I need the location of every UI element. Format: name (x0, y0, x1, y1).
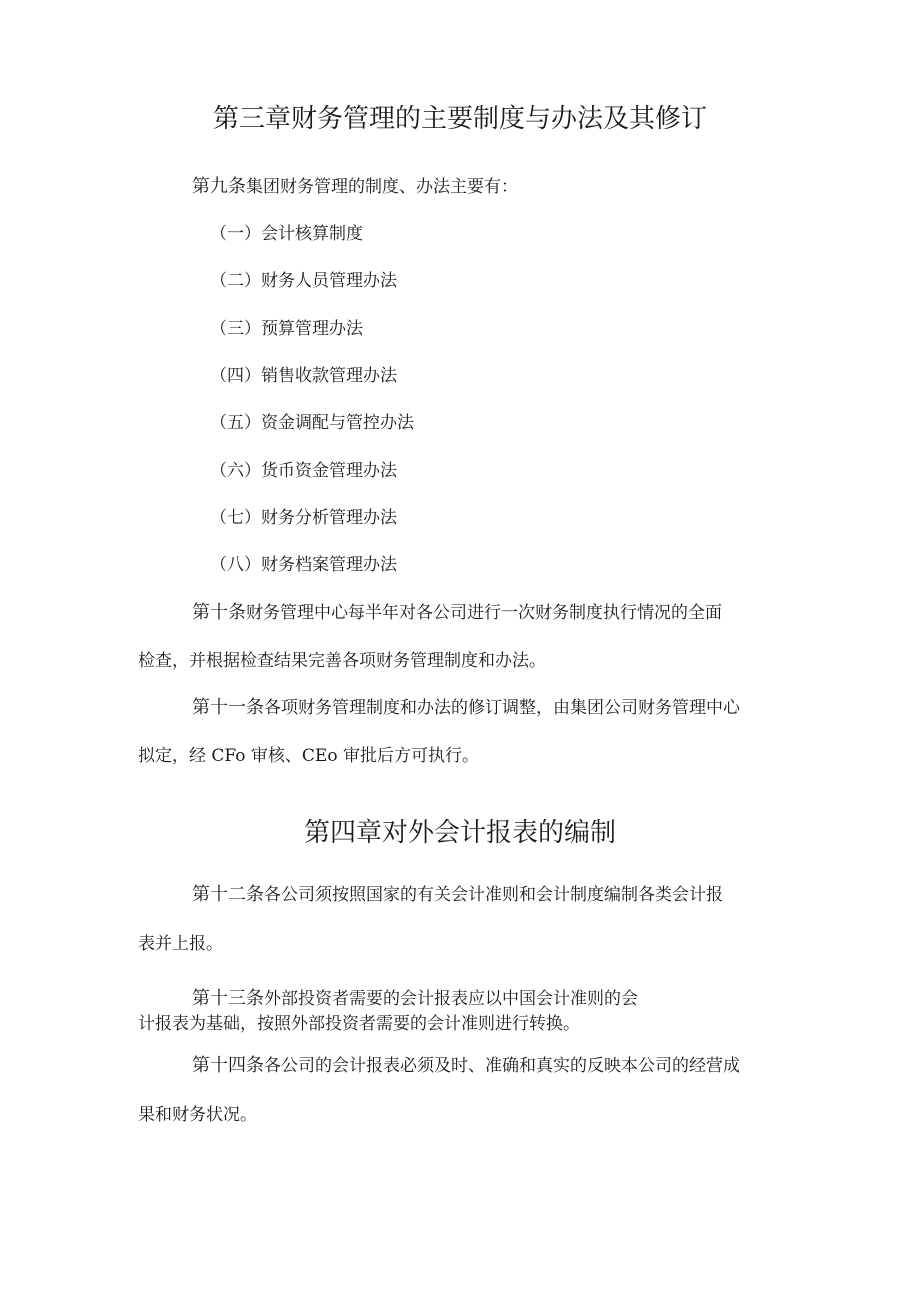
article-12-lead: 第十二条 (192, 884, 264, 905)
article-10-line-2: 检查，并根据检查结果完善各项财务管理制度和办法。 (138, 651, 546, 671)
article-11-text-1: 各项财务管理制度和办法的修订调整，由集团公司财务管理中心 (264, 698, 740, 718)
article-11-line-2: 拟定，经 CFo 审核、CEo 审批后方可执行。 (138, 746, 479, 766)
list-item: （一）会计核算制度 (210, 224, 363, 244)
article-11-line-1 (192, 693, 740, 719)
article-12-text-1: 各公司须按照国家的有关会计准则和会计制度编制各类会计报 (264, 885, 723, 905)
article-14-lead: 第十四条 (192, 1055, 264, 1076)
list-item: （八）财务档案管理办法 (210, 555, 397, 575)
article-9 (192, 172, 518, 198)
list-item: （四）销售收款管理办法 (210, 366, 397, 386)
list-item: （六）货币资金管理办法 (210, 461, 397, 481)
article-14-line-1 (192, 1051, 740, 1077)
article-13-text-1: 外部投资者需要的会计报表应以中国会计准则的会 (264, 989, 638, 1009)
article-10-line-1 (192, 598, 722, 624)
article-14-text-1: 各公司的会计报表必须及时、准确和真实的反映本公司的经营成 (264, 1056, 740, 1076)
list-item: （七）财务分析管理办法 (210, 508, 397, 528)
article-14-line-2: 果和财务状况。 (138, 1105, 257, 1125)
article-12-line-1 (192, 880, 723, 906)
article-13-line-2: 计报表为基础，按照外部投资者需要的会计准则进行转换。 (138, 1014, 580, 1034)
article-11-lead: 第十一条 (192, 697, 264, 718)
chapter-3-title: 第三章财务管理的主要制度与办法及其修订 (212, 104, 707, 134)
article-9-text: 集团财务管理的制度、办法主要有： (246, 177, 518, 197)
list-item: （三）预算管理办法 (210, 319, 363, 339)
article-13-lead: 第十三条 (192, 988, 264, 1009)
article-10-lead: 第十条 (192, 602, 246, 623)
article-12-line-2: 表并上报。 (138, 934, 223, 954)
chapter-4-title: 第四章对外会计报表的编制 (303, 818, 616, 848)
article-13-line-1 (192, 984, 638, 1010)
list-item: （二）财务人员管理办法 (210, 271, 397, 291)
article-9-lead: 第九条 (192, 176, 246, 197)
article-10-text-1: 财务管理中心每半年对各公司进行一次财务制度执行情况的全面 (246, 603, 722, 623)
list-item: （五）资金调配与管控办法 (210, 413, 414, 433)
